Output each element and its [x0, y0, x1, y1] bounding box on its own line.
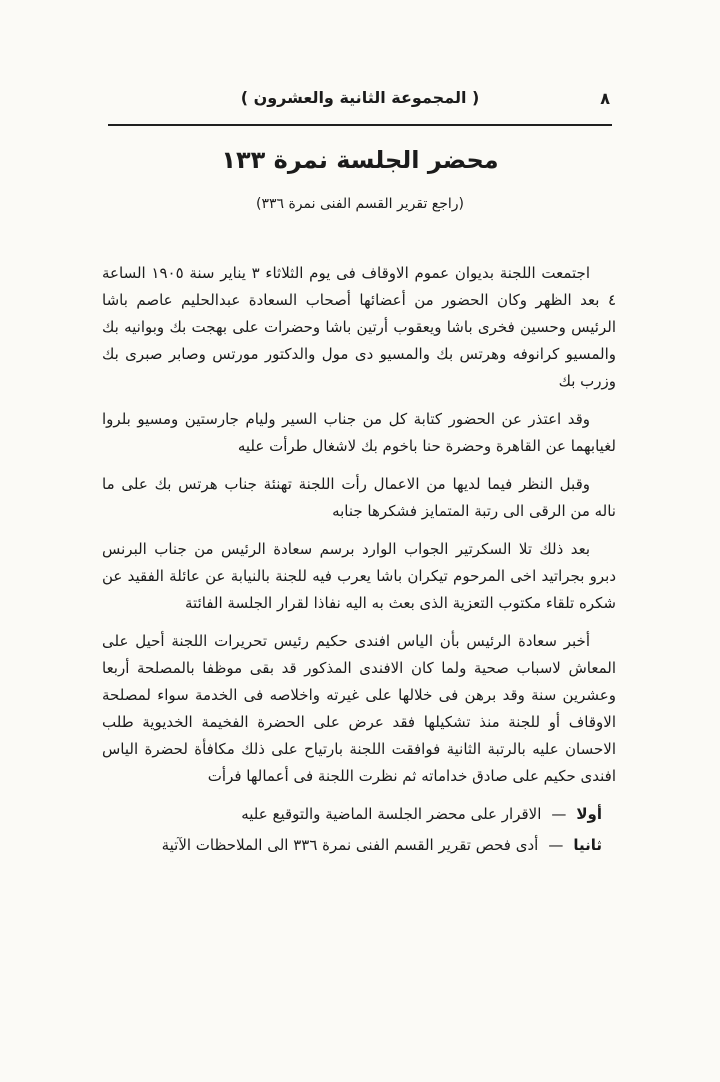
page-number: ٨ — [600, 89, 610, 108]
paragraph-session-opening: اجتمعت اللجنة بديوان عموم الاوقاف فى يوم الثلاثاء ٣ يناير سنة ١٩٠٥ الساعة ٤ بعد الظهر وكان الحضور من أعضائها أصحاب السعادة عبدالحليم عاصم باشا الرئيس وحسين فخرى باشا ويعقوب أرتين باشا وحضرات على بهجت بك وبوانيه بك والمسيو كرانوفه وهرتس بك والمسيو دى مول والدكتور مورتس وصابر صبرى بك وزرب بك — [102, 264, 616, 390]
paragraph-retirement: أخبر سعادة الرئيس بأن الياس افندى حكيم رئيس تحريرات اللجنة أحيل على المعاش لاسباب صحية ولما كان الافندى المذكور قد بقى موظفا بالمصلحة أربعا وعشرين سنة وقد برهن فى خلالها على غيرته واخلاصه فى الخدمة سواء لمصلحة الاوقاف أو للجنة منذ تشكيلها فقد عرض على الحضرة الفخيمة الخديوية طلب الاحسان عليه بالرتبة الثانية فوافقت اللجنة بارتياح على ذلك مكافأة لحضرة الياس افندى حكيم على صادق خداماته ثم نظرت اللجنة فى أعمالها فرأت — [102, 632, 616, 785]
list-dash: — — [551, 805, 567, 823]
list-marker: ثانيا — [573, 836, 602, 854]
list-item-second — [102, 832, 616, 859]
page-header — [106, 88, 614, 114]
list-item-first — [102, 801, 616, 828]
paragraph-condolence-reply: بعد ذلك تلا السكرتير الجواب الوارد برسم سعادة الرئيس من جناب البرنس دبرو بجراتيد اخى المرحوم تيكران باشا يعرب فيه للجنة بالنيابة عن عائلة الفقيد عن شكره تلقاء مكتوب التعزية الذى بعث به اليه نفاذا لقرار الجلسة الفائتة — [102, 540, 616, 612]
header-rule — [108, 124, 612, 126]
list-item-text: أدى فحص تقرير القسم الفنى نمرة ٣٣٦ الى الملاحظات الآتية — [161, 836, 539, 854]
list-marker: أولا — [576, 805, 602, 823]
list-dash: — — [548, 836, 564, 854]
collection-title: ( المجموعة الثانية والعشرون ) — [240, 88, 480, 107]
document-subtitle: (راجع تقرير القسم الفنى نمرة ٣٣٦) — [255, 196, 465, 212]
document-body — [102, 260, 616, 863]
paragraph-apologies: وقد اعتذر عن الحضور كتابة كل من جناب السير وليام جارستين ومسيو بلروا لغيابهما عن القاهرة وحضرة حنا باخوم بك لاشغال طرأت عليه — [102, 410, 616, 455]
paragraph-congratulations: وقبل النظر فيما لديها من الاعمال رأت اللجنة تهنئة جناب هرتس بك على ما ناله من الرقى الى رتبة المتمايز فشكرها جنابه — [102, 475, 616, 520]
document-title: محضر الجلسة نمرة ١٣٣ — [221, 146, 499, 174]
list-item-text: الاقرار على محضر الجلسة الماضية والتوقيع عليه — [241, 805, 542, 823]
